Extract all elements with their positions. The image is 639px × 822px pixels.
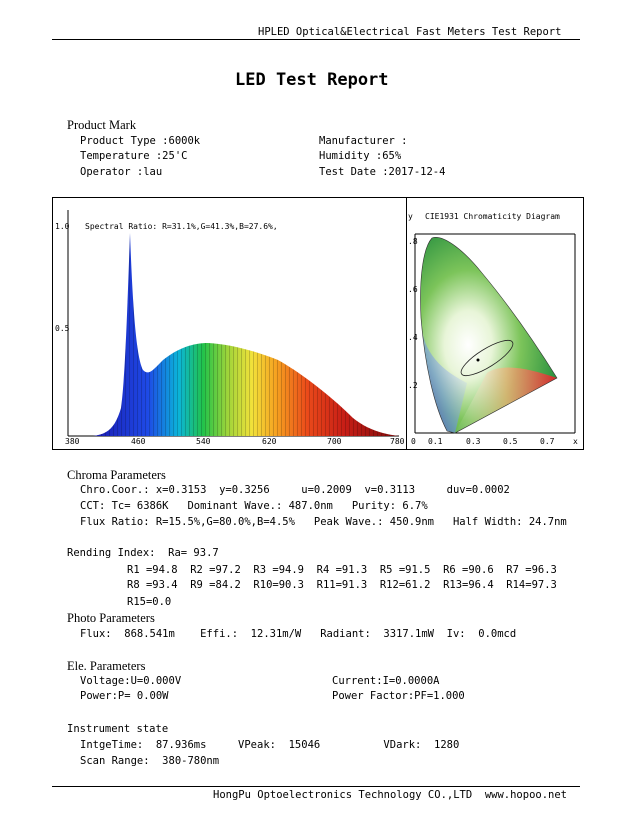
spectrum-y-tick-2: 0.5 <box>55 324 70 333</box>
cie-y-tick-4: .2 <box>408 381 418 390</box>
chroma-heading: Chroma Parameters <box>67 468 166 482</box>
spectrum-x-tick-2: 460 <box>131 437 146 446</box>
cie-x-tick-5: 0.7 <box>540 437 555 446</box>
cie-x-tick-3: 0.3 <box>466 437 481 446</box>
ele-heading: Ele. Parameters <box>67 659 146 673</box>
rending-row-3: R15=0.0 <box>127 596 172 608</box>
cie-title: CIE1931 Chromaticity Diagram <box>425 212 560 221</box>
spectrum-x-tick-3: 540 <box>196 437 211 446</box>
spectrum-x-tick-4: 620 <box>262 437 277 446</box>
cie-point <box>477 359 480 362</box>
instrument-heading: Instrument state <box>67 723 169 735</box>
page-title: LED Test Report <box>235 70 389 90</box>
cie-x-label: x <box>573 437 578 446</box>
humidity: Humidity :65% <box>319 150 402 162</box>
product-mark-heading: Product Mark <box>67 118 137 132</box>
spectral-ratio: Spectral Ratio: R=31.1%,G=41.3%,B=27.6%, <box>85 222 278 231</box>
header-rule <box>52 39 580 40</box>
cie-y-label: y <box>408 212 413 221</box>
spectrum-chart <box>53 198 406 448</box>
cie-y-tick-2: .6 <box>408 285 418 294</box>
spectrum-y-tick-1: 1.0 <box>55 222 70 231</box>
rending-index: Rending Index: Ra= 93.7 <box>67 547 219 559</box>
cie-x-tick-1: 0 <box>411 437 416 446</box>
manufacturer: Manufacturer : <box>319 135 408 147</box>
temperature: Temperature :25'C <box>80 150 188 162</box>
operator: Operator :lau <box>80 166 163 178</box>
power: Power:P= 0.00W <box>80 690 169 702</box>
cie-diagram <box>407 198 581 448</box>
test-date: Test Date :2017-12-4 <box>319 166 446 178</box>
rending-row-1: R1 =94.8 R2 =97.2 R3 =94.9 R4 =91.3 R5 =91.5 R6 =90.6 R7 =96.3 <box>127 564 557 576</box>
current: Current:I=0.0000A <box>332 675 440 687</box>
cie-x-tick-2: 0.1 <box>428 437 443 446</box>
cct-line: CCT: Tc= 6386K Dominant Wave.: 487.0nm Purity: 6.7% <box>80 500 428 512</box>
cie-y-tick-1: .8 <box>408 237 418 246</box>
cie-y-tick-3: .4 <box>408 333 418 342</box>
chroma-coords: Chro.Coor.: x=0.3153 y=0.3256 u=0.2009 v=0.3113 duv=0.0002 <box>80 484 510 496</box>
product-type: Product Type :6000k <box>80 135 201 147</box>
spectrum-x-tick-6: 780 <box>390 437 405 446</box>
scan-range: Scan Range: 380-780nm <box>80 755 220 767</box>
footer-text: HongPu Optoelectronics Technology CO.,LTD www.hopoo.net <box>213 789 568 801</box>
rending-row-2: R8 =93.4 R9 =84.2 R10=90.3 R11=91.3 R12=61.2 R13=96.4 R14=97.3 <box>127 579 557 591</box>
cie-x-tick-4: 0.5 <box>503 437 518 446</box>
spectrum-x-tick-1: 380 <box>65 437 80 446</box>
report-header: HPLED Optical&Electrical Fast Meters Test Report <box>258 26 562 38</box>
footer-rule <box>52 786 580 787</box>
spectrum-bars <box>93 233 399 436</box>
voltage: Voltage:U=0.000V <box>80 675 182 687</box>
power-factor: Power Factor:PF=1.000 <box>332 690 465 702</box>
photo-line: Flux: 868.541m Effi.: 12.31m/W Radiant: 3317.1mW Iv: 0.0mcd <box>80 628 517 640</box>
flux-ratio-line: Flux Ratio: R=15.5%,G=80.0%,B=4.5% Peak Wave.: 450.9nm Half Width: 24.7nm <box>80 516 567 528</box>
instrument-line-1: IntgeTime: 87.936ms VPeak: 15046 VDark: 1280 <box>80 739 460 751</box>
spectrum-x-tick-5: 700 <box>327 437 342 446</box>
photo-heading: Photo Parameters <box>67 611 155 625</box>
